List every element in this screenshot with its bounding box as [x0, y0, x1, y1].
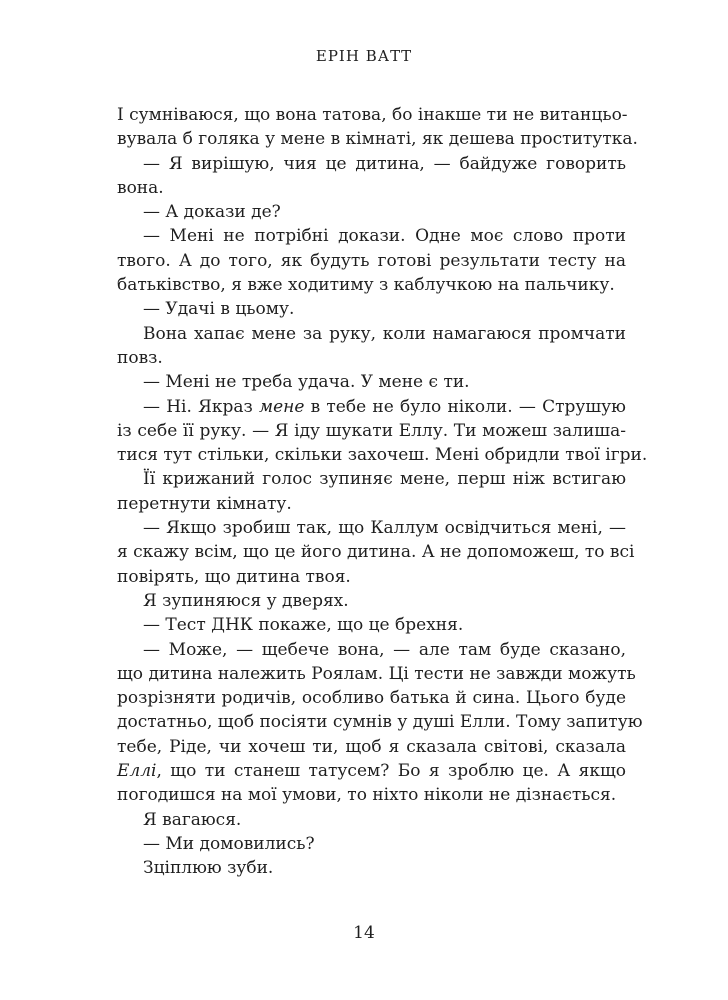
text-line: розрізняти родичів, особливо батька й сина. Цього буде [117, 688, 626, 709]
emphasis-word: Еллі [117, 761, 157, 782]
text-line: вона. [117, 177, 164, 198]
text-line: — Я вирішую, чия це дитина, — байдуже говорить [143, 153, 626, 174]
text-line-with-emphasis [117, 395, 626, 419]
text-line: І сумніваюся, що вона татова, бо інакше ти не витанцьо- [117, 105, 628, 125]
running-header: ЕРІН ВАТТ [315, 47, 413, 65]
text-line: — Мені не потрібні докази. Одне моє слово проти [143, 226, 626, 247]
page-number: 14 [353, 923, 375, 943]
text-line: Вона хапає мене за руку, коли намагаюся промчати [143, 323, 626, 344]
body-text [117, 103, 648, 881]
text-line: — Може, — щебече вона, — але там буде сказано, [143, 639, 626, 660]
text-line: — А докази де? [143, 202, 281, 223]
text-line: із себе її руку. — Я іду шукати Еллу. Ти можеш залиша- [117, 420, 626, 441]
text-line: Я зупиняюся у дверях. [143, 590, 349, 611]
text-line: повірять, що дитина твоя. [117, 566, 351, 587]
text-line: — Ми домовились? [143, 833, 315, 854]
text-line: достатньо, щоб посіяти сумнів у душі Елли. Тому запитую [117, 712, 643, 733]
text-line: Її крижаний голос зупиняє мене, перш ніж встигаю [143, 469, 626, 490]
text-line: що дитина належить Роялам. Ці тести не завжди можуть [117, 663, 636, 684]
text-line: погодишся на мої умови, то ніхто ніколи не дізнається. [117, 785, 617, 806]
text-line: тебе, Ріде, чи хочеш ти, щоб я сказала світові, сказала [117, 736, 626, 757]
text-line: — Мені не треба удача. У мене є ти. [143, 372, 470, 393]
text-line: твого. А до того, як будуть готові результати тесту на [117, 250, 626, 271]
text-line-with-emphasis [117, 759, 626, 783]
text-line: — Удачі в цьому. [143, 299, 295, 320]
text-line: Зціплюю зуби. [143, 858, 274, 879]
text-run: в тебе не було ніколи. — Струшую [304, 396, 626, 417]
text-line: вувала б голяка у мене в кімнаті, як дешева проститутка. [117, 129, 638, 150]
text-run: , що ти станеш татусем? Бо я зроблю це. А якщо [156, 761, 626, 782]
text-line: я скажу всім, що це його дитина. А не допоможеш, то всі [117, 542, 635, 563]
text-line: батьківство, я вже ходитиму з каблучкою на пальчику. [117, 275, 615, 296]
text-line: перетнути кімнату. [117, 493, 292, 514]
text-line: Я вагаюся. [143, 809, 242, 830]
text-run: — Ні. Якраз [143, 396, 259, 417]
text-line: повз. [117, 347, 163, 368]
emphasis-word: мене [258, 396, 305, 417]
text-line: — Тест ДНК покаже, що це брехня. [143, 615, 464, 636]
text-line: — Якщо зробиш так, що Каллум освідчиться мені, — [143, 518, 626, 539]
text-line: тися тут стільки, скільки захочеш. Мені обридли твої ігри. [117, 445, 648, 466]
